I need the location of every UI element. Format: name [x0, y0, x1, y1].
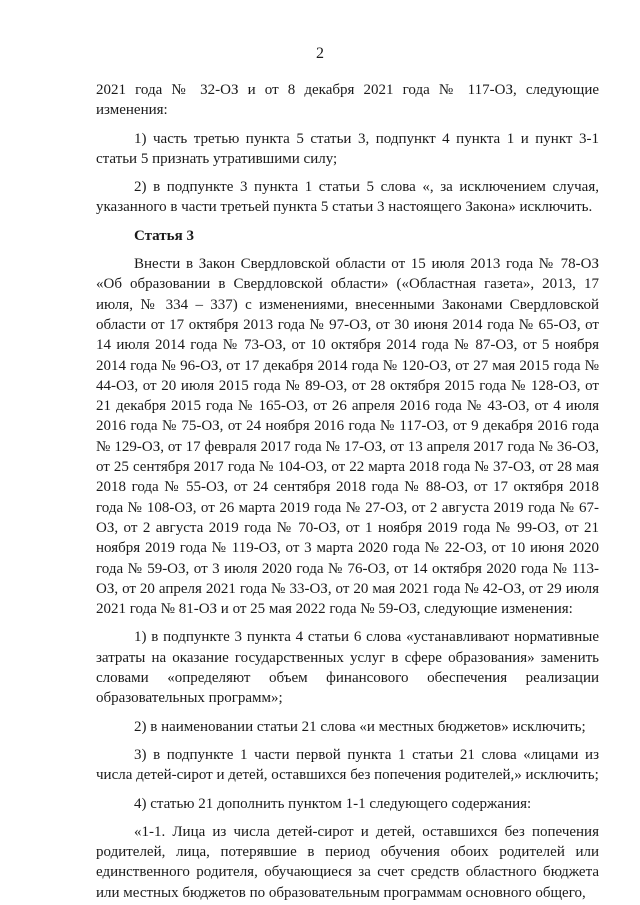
amendment-item-4: 4) статью 21 дополнить пунктом 1-1 следующего содержания: [134, 795, 532, 812]
quoted-clause: «1-1. Лица из числа детей-сирот и детей, оставшихся без попечения родителей, лица, потерявшие в период обучения обоих родителей или единственного родителя, обучающиеся за счет средств областного бюджета или местных бюджетов по образовательным программам основного общего, [96, 823, 599, 901]
article-heading: Статья 3 [134, 227, 194, 244]
list-item-1: 1) часть третью пункта 5 статьи 3, подпункт 4 пункта 1 и пункт 3-1 статьи 5 признать утратившими силу; [96, 130, 599, 167]
amendment-item-1: 1) в подпункте 3 пункта 4 статьи 6 слова «устанавливают нормативные затраты на оказание государственных услуг в сфере образования» заменить словами «определяют объем финансового обеспечения реализации образовательных программ»; [96, 629, 599, 707]
page-number: 2 [316, 45, 324, 62]
list-item-2: 2) в подпункте 3 пункта 1 статьи 5 слова «, за исключением случая, указанного в части третьей пункта 5 статьи 3 настоящего Закона» исключить. [96, 179, 599, 216]
article-3-intro: Внести в Закон Свердловской области от 15 июля 2013 года № 78-ОЗ «Об образовании в Свердловской области» («Областная газета», 2013, 17 июля, № 334 – 337) с изменениями, внесенными Законами Свердловской области от 17 октября 2013 года № 97-ОЗ, от 30 июня 2014 года № 65-ОЗ, от 14 июля 2014 года № 73-ОЗ, от 10 октября 2014 года № 87-ОЗ, от 5 ноября 2014 года № 96-ОЗ, от 17 декабря 2014 года № 120-ОЗ, от 27 мая 2015 года № 44-ОЗ, от 20 июля 2015 года № 89-ОЗ, от 28 октября 2015 года № 128-ОЗ, от 21 декабря 2015 года № 165-ОЗ, от 26 апреля 2016 года № 43-ОЗ, от 4 июля 2016 года № 75-ОЗ, от 24 ноября 2016 года № 117-ОЗ, от 9 декабря 2016 года № 129-ОЗ, от 17 февраля 2017 года № 17-ОЗ, от 13 апреля 2017 года № 36-ОЗ, от 25 сентября 2017 года № 104-ОЗ, от 22 марта 2018 года № 37-ОЗ, от 28 мая 2018 года № 55-ОЗ, от 24 сентября 2018 года № 88-ОЗ, от 17 октября 2018 года № 108-ОЗ, от 26 марта 2019 года № 27-ОЗ, от 2 августа 2019 года № 67-ОЗ, от 2 августа 2019 года № 70-ОЗ, от 1 ноября 2019 года № 99-ОЗ, от 21 ноября 2019 года № 119-ОЗ, от 3 марта 2020 года № 22-ОЗ, от 10 июня 2020 года № 59-ОЗ, от 3 июля 2020 года № 76-ОЗ, от 14 октября 2020 года № 113-ОЗ, от 20 апреля 2021 года № 33-ОЗ, от 20 мая 2021 года № 42-ОЗ, от 29 июля 2021 года № 81-ОЗ и от 25 мая 2022 года № 59-ОЗ, следующие изменения: [96, 256, 599, 618]
amendment-item-2: 2) в наименовании статьи 21 слова «и местных бюджетов» исключить; [134, 718, 586, 735]
document-body [96, 80, 599, 903]
amendment-item-3: 3) в подпункте 1 части первой пункта 1 статьи 21 слова «лицами из числа детей-сирот и детей, оставшихся без попечения родителей,» исключить; [96, 746, 599, 784]
paragraph-continuation: 2021 года № 32-ОЗ и от 8 декабря 2021 года № 117-ОЗ, следующие изменения: [96, 82, 599, 119]
